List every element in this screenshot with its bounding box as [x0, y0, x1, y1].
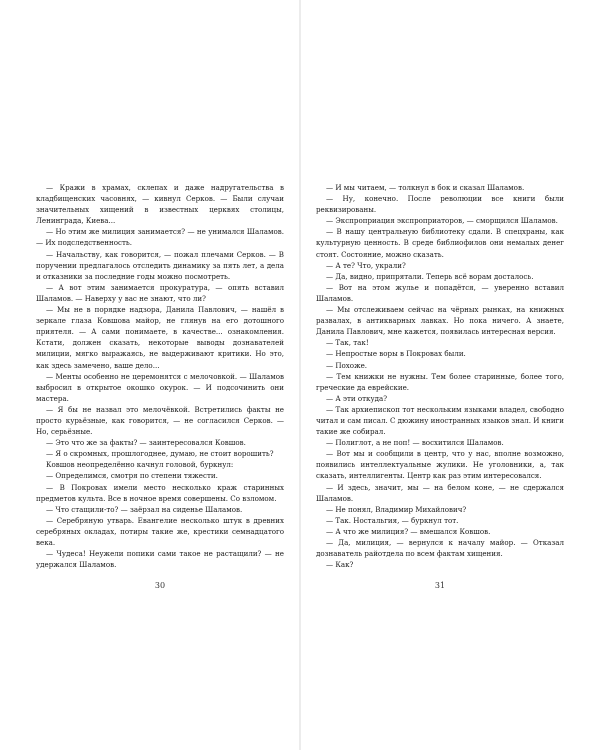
left-page [36, 182, 284, 572]
paragraph: — А вот этим занимается прокуратура, — опять вставил Шаламов. — Наверху у вас не знают, что ли? [36, 282, 284, 303]
right-page [316, 182, 564, 572]
paragraph: — И мы читаем, — толкнул в бок и сказал Шаламов. [326, 183, 525, 192]
paragraph: — Похоже. [326, 360, 368, 370]
paragraph: — В нашу центральную библиотеку сдали. В спецхраны, как культурную ценность. В среде библиофилов они немалых денег стоят. Состояние, можно сказать. [316, 227, 564, 259]
left-page-text [36, 182, 284, 572]
book-gutter [299, 0, 301, 750]
paragraph: — А те? Что, украли? [326, 260, 406, 270]
paragraph: — Экспроприация экспроприаторов, — сморщился Шаламов. [326, 216, 558, 226]
paragraph: — Не понял, Владимир Михайлович? [326, 504, 467, 514]
paragraph: — Вот мы и сообщили в центр, что у нас, вполне возможно, появились интеллектуальные жулики. Не уголовники, а, так сказать, интеллигенты. Центр как раз этим интересовался. [316, 449, 564, 481]
left-page-number: 30 [154, 581, 166, 590]
paragraph: — Мы отслеживаем сейчас на чёрных рынках, на книжных развалах, в антикварных лавках. Но пока ничего. А знаете, Данила Павлович, мне кажется, появилась интересная версия. [316, 305, 564, 337]
paragraph: — Да, видно, припрятали. Теперь всё ворам досталось. [326, 271, 534, 281]
paragraph: — Начальству, как говорится, — пожал плечами Серков. — В поручении предлагалось отследить динамику за пять лет, а дела и отказники за последние годы можно посмотреть. [36, 249, 284, 281]
right-page-number: 31 [434, 581, 446, 590]
paragraph: — А что же милиция? — вмешался Ковшов. [326, 526, 491, 536]
paragraph: — Непростые воры в Покровах были. [326, 349, 466, 359]
paragraph: — Так. Ностальгия, — буркнул тот. [326, 515, 459, 525]
paragraph: — Менты особенно не церемонятся с мелочовкой. — Шаламов выбросил в открытое окошко окурок. — И подсочинить они мастера. [36, 371, 284, 403]
paragraph: — Тем книжки не нужны. Тем более старинные, более того, греческие да еврейские. [316, 371, 564, 392]
paragraph: — А эти откуда? [326, 393, 388, 403]
paragraph: — Это что же за факты? — заинтересовался Ковшов. [46, 438, 246, 448]
paragraph: — Мы не в порядке надзора, Данила Павлович, — нашёл в зеркале глаза Ковшова майор, не глянув на его дотошного приятеля. — А сами понимаете, в качестве... ознакомления. Кстати, должен сказать, некоторые выводы дознавателей милиции, мягко выражаясь, не выдерживают критики. Но это, как здесь замечено, ваше дело... [36, 305, 284, 370]
right-page-text [316, 182, 564, 572]
paragraph: — Да, милиция, — вернулся к началу майор. — Отказал дознаватель райотдела по всем фактам хищения. [316, 538, 564, 559]
paragraph: — В Покровах имели место несколько краж старинных предметов культа. Все в ночное время совершены. Со взломом. [36, 482, 284, 503]
paragraph: — Ну, конечно. После революции все книги были реквизированы. [316, 194, 564, 215]
paragraph: — Так, так! [326, 338, 369, 348]
paragraph: — Я бы не назвал это мелочёвкой. Встретились факты не просто курьёзные, как говорится, — не согласился Серков. — Но, серьёзные. [36, 404, 284, 437]
paragraph: — Но этим же милиция занимается? — не унимался Шаламов. — Их подследственность. [36, 227, 284, 248]
paragraph: — Вот на этом жулье и попадётся, — уверенно вставил Шаламов. [316, 282, 564, 303]
paragraph: — Я о скромных, прошлогоднее, думаю, не стоит ворошить? [46, 449, 274, 459]
paragraph: — Полиглот, а не поп! — восхитился Шаламов. [326, 438, 504, 448]
paragraph: — Серебряную утварь. Евангелие несколько штук в древних серебряных окладах, потиры такие же, крестики семнадцатого века. [36, 515, 284, 547]
paragraph: — Так архиепископ тот нескольким языками владел, свободно читал и сам писал. С дюжину иностранных языков знал. И книги такие же собирал. [316, 404, 564, 437]
paragraph: — Кражи в храмах, склепах и даже надругательства в кладбищенских часовнях, — кивнул Серков. — Были случаи значительных хищений в известных церквях столицы, Ленинграда, Киева... [36, 183, 284, 226]
paragraph: — Определимся, смотря по степени тяжести. [46, 471, 218, 481]
paragraph [36, 570, 284, 572]
paragraph: — Что стащили-то? — заёрзал на сиденье Шаламов. [46, 504, 243, 514]
paragraph: — Чудеса! Неужели попики сами такое не растащили? — не удержался Шаламов. [36, 549, 284, 570]
paragraph [316, 570, 564, 572]
paragraph: Ковшов неопределённо качнул головой, буркнул: [46, 460, 234, 470]
paragraph: — Как? [326, 560, 354, 570]
paragraph: — И здесь, значит, мы — на белом коне, — не сдержался Шаламов. [316, 482, 564, 503]
